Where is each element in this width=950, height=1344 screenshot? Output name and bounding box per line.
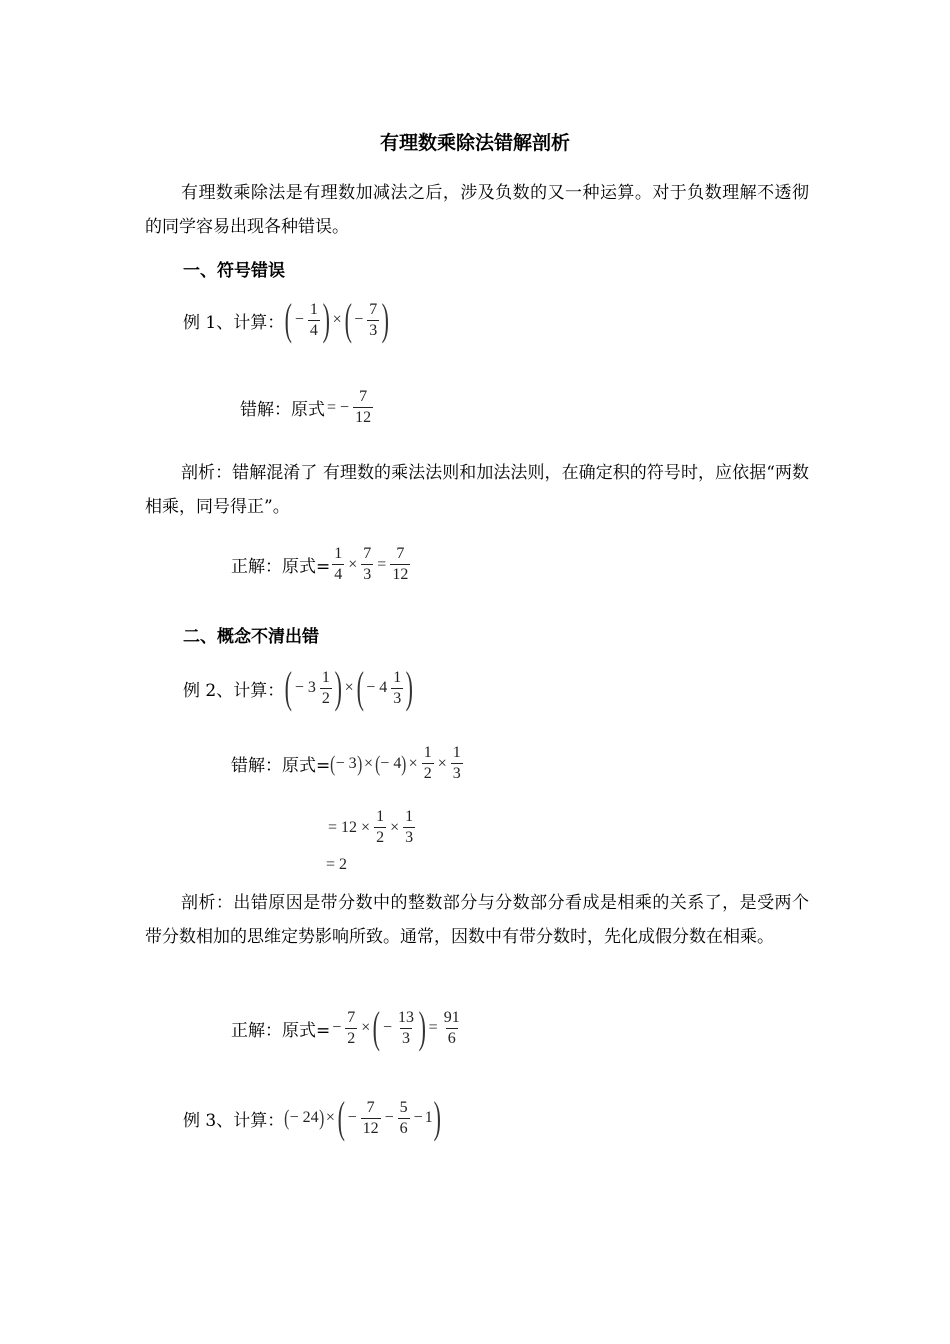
example-1-formula: ( − $\frac{1}{4}$ ) × ( − $\frac{7}{3}$ ) — [284, 295, 390, 344]
wrong-solution-2-formula: ( − 3 ) × ( − 4 ) × $\frac{1}{2}$ × $\frac{1}{3}$ — [330, 744, 461, 782]
correct-solution-2-formula: − $\frac{7}{2}$ × ( − $\frac{13}{3}$ ) = $\frac{91}{6}$ — [332, 1003, 460, 1052]
wrong-solution-2 — [231, 744, 465, 783]
example-2 — [183, 663, 414, 712]
correct-solution-2-label: 正解：原式= — [231, 1020, 331, 1041]
correct-solution-2 — [231, 1003, 464, 1052]
example-1 — [183, 295, 390, 344]
wrong-solution-1-label: 错解：原式 — [240, 400, 325, 420]
wrong-solution-2-step3 — [326, 854, 347, 874]
analysis-1: 剖析：错解混淆了 有理数的乘法法则和加法法则，在确定积的符号时，应依据“两数相乘，同号得正”。 — [145, 463, 809, 517]
wrong-solution-2-label: 错解：原式= — [231, 756, 331, 776]
example-3-formula: ( − 24 ) × ( − $\frac{7}{12}$ − $\frac{5}{6}$ − 1 ) — [284, 1093, 441, 1142]
example-2-formula: ( − 3 1 2 ) × ( − 4 1 3 ) — [284, 663, 414, 712]
example-3-label: 例 3、计算： — [183, 1110, 285, 1131]
example-2-label: 例 2、计算： — [183, 680, 285, 701]
analysis-2: 剖析：出错原因是带分数中的整数部分与分数部分看成是相乘的关系了，是受两个带分数相加的思维定势影响所致。通常，因数中有带分数时，先化成假分数在相乘。 — [145, 893, 809, 947]
correct-solution-1-formula: $\frac{1}{4}$ × $\frac{7}{3}$ = $\frac{7}{12}$ — [334, 545, 409, 583]
example-3 — [183, 1093, 441, 1142]
example-1-label: 例 1、计算： — [183, 312, 285, 333]
wrong-solution-2-step2-formula: = 12 × $\frac{1}{2}$ × $\frac{1}{3}$ — [328, 808, 414, 846]
section-heading-2: 二、概念不清出错 — [183, 627, 319, 647]
section-heading-1: 一、符号错误 — [183, 261, 285, 281]
wrong-solution-2-result: = 2 — [326, 856, 348, 873]
wrong-solution-1 — [240, 388, 375, 427]
wrong-solution-1-formula: = − $\frac{7}{12}$ — [327, 388, 372, 426]
page-title: 有理数乘除法错解剖析 — [379, 132, 570, 154]
wrong-solution-2-step2 — [326, 808, 417, 847]
correct-solution-1-label: 正解：原式= — [231, 557, 331, 577]
correct-solution-1 — [231, 545, 412, 584]
intro-paragraph: 有理数乘除法是有理数加减法之后，涉及负数的又一种运算。对于负数理解不透彻的同学容易出现各种错误。 — [145, 183, 809, 237]
